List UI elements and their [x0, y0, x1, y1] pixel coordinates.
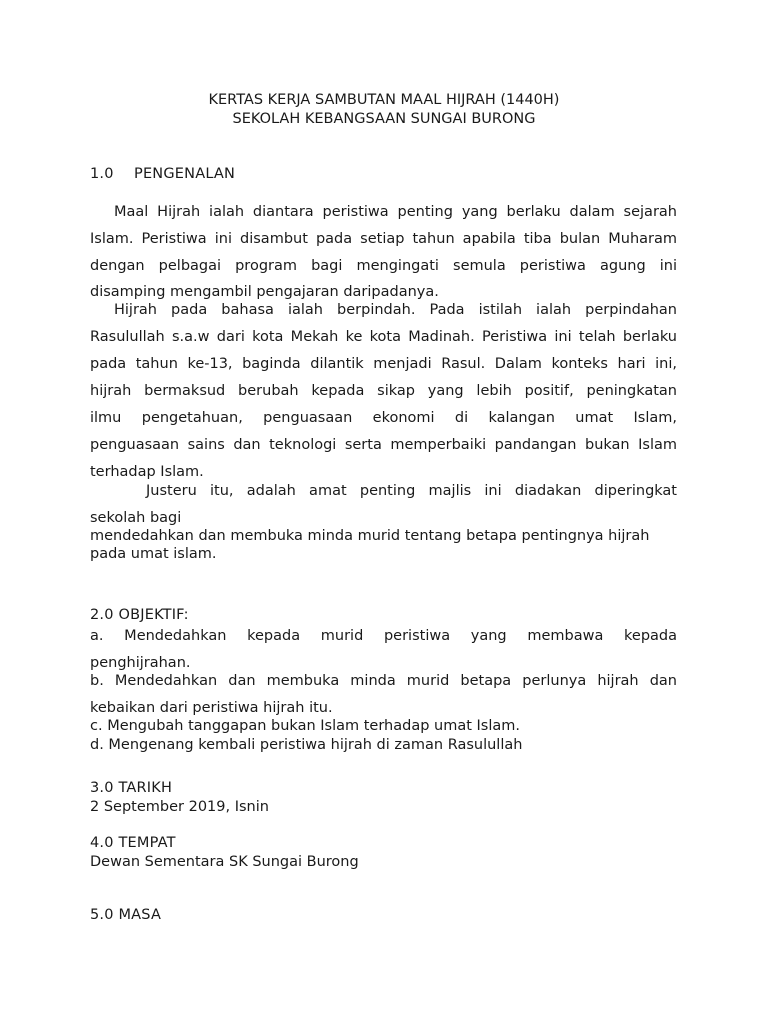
intro-line: Maal Hijrah ialah diantara peristiwa penting yang berlaku dalam sejarah — [114, 204, 677, 220]
objective-line: a. Mendedahkan kepada murid peristiwa yang membawa kepada — [90, 628, 677, 644]
section-1-heading — [90, 166, 235, 182]
section-3-heading: 3.0 TARIKH — [90, 780, 173, 796]
section-5-heading: 5.0 MASA — [90, 907, 162, 923]
venue-value: Dewan Sementara SK Sungai Burong — [90, 854, 359, 870]
intro-line: pada tahun ke-13, baginda dilantik menjadi Rasul. Dalam konteks hari ini, — [90, 356, 677, 372]
section-1-title: PENGENALAN — [134, 166, 236, 182]
intro-line: Islam. Peristiwa ini disambut pada setiap tahun apabila tiba bulan Muharam — [90, 231, 677, 247]
intro-line: sekolah bagi — [90, 510, 182, 526]
intro-line: disamping mengambil pengajaran daripadanya. — [90, 284, 439, 300]
intro-line: penguasaan sains dan teknologi serta memperbaiki pandangan bukan Islam — [90, 437, 677, 453]
intro-line: ilmu pengetahuan, penguasaan ekonomi di kalangan umat Islam, — [90, 410, 677, 426]
section-4-heading: 4.0 TEMPAT — [90, 835, 176, 851]
intro-line: dengan pelbagai program bagi mengingati semula peristiwa agung ini — [90, 258, 677, 274]
intro-line: Justeru itu, adalah amat penting majlis ini diadakan diperingkat — [146, 483, 677, 499]
objective-line: kebaikan dari peristiwa hijrah itu. — [90, 700, 333, 716]
objective-line: d. Mengenang kembali peristiwa hijrah di zaman Rasulullah — [90, 737, 523, 753]
intro-line: hijrah bermaksud berubah kepada sikap yang lebih positif, peningkatan — [90, 383, 677, 399]
section-1-number: 1.0 — [90, 166, 114, 182]
date-value: 2 September 2019, Isnin — [90, 799, 269, 815]
document-title-line1: KERTAS KERJA SAMBUTAN MAAL HIJRAH (1440H) — [208, 92, 560, 108]
objective-line: penghijrahan. — [90, 655, 191, 671]
document-title-line2: SEKOLAH KEBANGSAAN SUNGAI BURONG — [232, 111, 536, 127]
intro-line: pada umat islam. — [90, 546, 217, 562]
intro-line: terhadap Islam. — [90, 464, 204, 480]
intro-line: mendedahkan dan membuka minda murid tentang betapa pentingnya hijrah — [90, 528, 650, 544]
intro-line: Hijrah pada bahasa ialah berpindah. Pada istilah ialah perpindahan — [114, 302, 677, 318]
intro-line: Rasulullah s.a.w dari kota Mekah ke kota Madinah. Peristiwa ini telah berlaku — [90, 329, 677, 345]
section-2-heading: 2.0 OBJEKTIF: — [90, 607, 189, 623]
objective-line: b. Mendedahkan dan membuka minda murid betapa perlunya hijrah dan — [90, 673, 677, 689]
objective-line: c. Mengubah tanggapan bukan Islam terhadap umat Islam. — [90, 718, 521, 734]
